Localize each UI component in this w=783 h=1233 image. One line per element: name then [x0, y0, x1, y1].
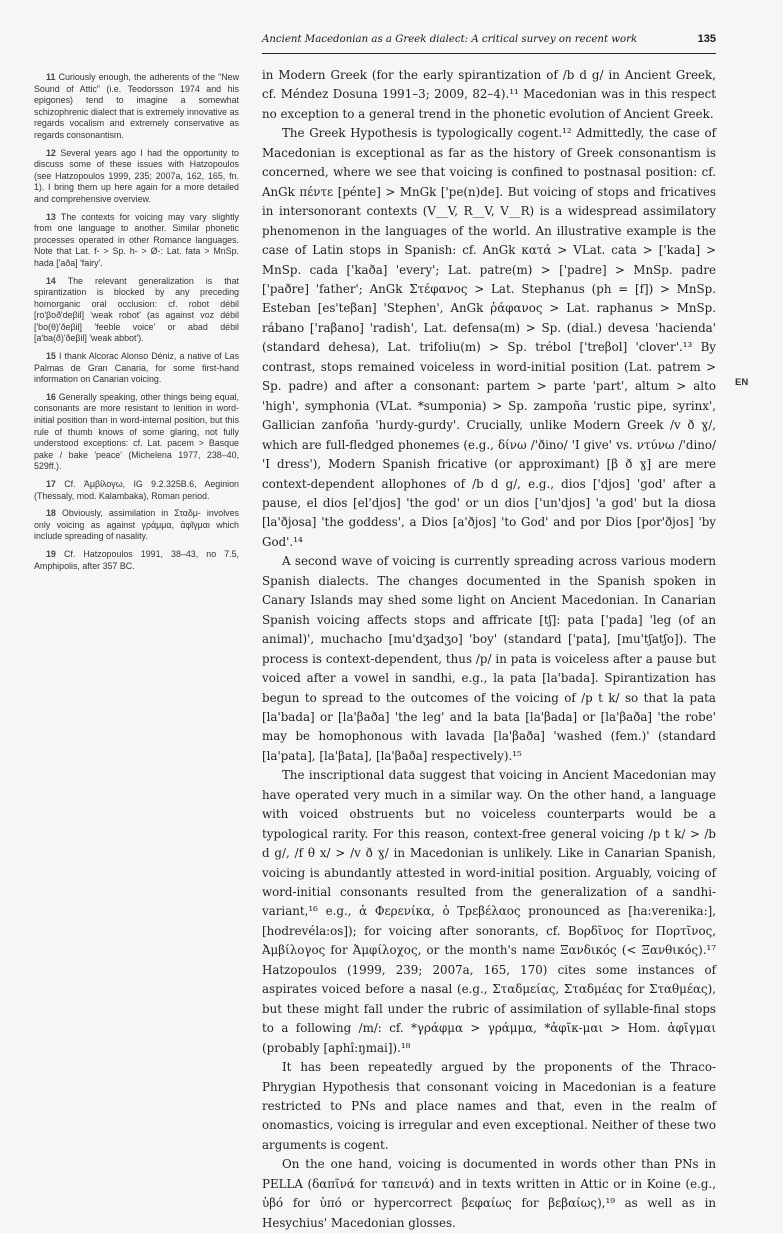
footnote-text: Cf. Hatzopoulos 1991, 38–43, no 7.5, Amphipolis, after 357 BC.	[34, 548, 239, 571]
footnote-number: 14	[46, 275, 56, 286]
footnote	[34, 508, 239, 543]
footnote	[34, 351, 239, 386]
footnote	[34, 148, 239, 206]
footnote-number: 11	[46, 72, 56, 82]
footnote-text: The contexts for voicing may vary slightly from one language to another. Similar phonetic processes operated in other Romance languages. Note that Lat. f- > Sp. h- > Ø-: Lat. fata > MnSp. hada ['aða] 'fairy'.	[34, 211, 239, 268]
footnote	[34, 392, 239, 473]
body-paragraph: The Greek Hypothesis is typologically cogent.¹² Admittedly, the case of Macedonian is exceptional as far as the history of Greek consonantism is concerned, where we see that voicing is confined to postnasal position: cf. AnGk πέντε [pénte] > MnGk ['pe(n)de]. But voicing of stops and fricatives in intersonorant contexts (V__V, R__V, V__R) is a widespread assimilatory phenomenon in the languages of the world. An illustrative example is the case of Latin stops in Spanish: cf. AnGk κατά > VLat. cata > ['kada] > MnSp. cada ['kaða] 'every'; Lat. patre(m) > ['padre] > MnSp. padre ['paðre] 'father'; AnGk Στέφανος > Lat. Stephanus (ph = [f]) > MnSp. Esteban [es'teβan] 'Stephen', AnGk ῥάφανος > Lat. raphanus > MnSp. rábano ['raβano] 'radish', Lat. defensa(m) > Sp. (dial.) devesa 'hacienda' (standard dehesa), Lat. trifoliu(m) > Sp. trébol ['treβol] 'clover'.¹³ By contrast, stops remained voiceless in word-initial position (Lat. patrem > Sp. padre) and after a consonant: partem > parte 'part', altum > alto 'high', symphonia (VLat. *sumponia) > Sp. zampoña 'rustic pipe, syrinx', Gallician zanfoña 'hurdy-gurdy'. Crucially, unlike Modern Greek /v ð ɣ/, which are full-fledged phonemes (e.g., δίνω /'ðino/ 'I give' vs. ντύνω /'dino/ 'I dress'), Modern Spanish fricative (or approximant) [β ð ɣ] are mere context-dependent allophones of /b d g/, e.g., dios ['djos] 'god' after a pause, el dios [el'djos] 'the god' or un dios ['un'djos] 'a god' but la diosa [la'ðjosa] 'the goddess', a Dios [a'ðjos] 'to God' and por Dios [por'ðjos] 'by God'.¹⁴	[262, 126, 716, 549]
body-paragraph: On the one hand, voicing is documented in words other than PNs in PELLA (δαπῖνά for ταπεινά) and in texts written in Attic or in Koine (e.g., ὑβό for ὑπό or hypercorrect βεφαίως for βεβαίως),¹⁹ as well as in Hesychius' Macedonian glosses.	[262, 1157, 716, 1230]
footnote-text: Cf. Ἀμβίλογω, IG 9.2.325B.6, Aeginion (Thessaly, mod. Kalambaka), Roman period.	[34, 479, 239, 501]
footnote-text: Several years ago I had the opportunity to discuss some of these issues with Hatzopoulos (see Hatzopoulos 1999, 235; 2007a, 162, 165, fn. 1). I bring them up here again for a more detailed and comprehensive overview.	[34, 147, 239, 204]
footnote-text: Obviously, assimilation in Σταδμ- involves only voicing as against γράμμα, ἀφῖγμαι which include spreading of nasality.	[34, 508, 239, 542]
footnote-number: 19	[46, 548, 56, 559]
footnote	[34, 479, 239, 502]
main-text	[262, 66, 716, 1233]
footnote-number: 13	[46, 211, 56, 222]
footnote-number: 17	[46, 479, 56, 489]
footnote	[34, 212, 239, 270]
footnotes-column	[34, 72, 239, 578]
language-badge: EN	[735, 377, 749, 388]
body-paragraph: in Modern Greek (for the early spirantization of /b d g/ in Ancient Greek, cf. Méndez Dosuna 1991–3; 2009, 82–4).¹¹ Macedonian was in this respect no exception to a general trend in the phonetic evolution of Ancient Greek.	[262, 68, 716, 121]
body-paragraph: A second wave of voicing is currently spreading across various modern Spanish dialects. The changes documented in the Spanish spoken in Canary Islands may shed some light on Ancient Macedonian. In Canarian Spanish voicing affects stops and affricate [tʃ]: pata ['pada] 'leg (of an animal)', muchacho [mu'dʒadʒo] 'boy' (standard ['pata], [mu'tʃatʃo]). The process is context-dependent, thus /p/ in pata is voiceless after a pause but voiced after a vowel in sandhi, e.g., la pata [la'bada]. Spirantization has begun to spread to the outcomes of the voicing of /p t k/ so that la pata [la'bada] or [la'βaða] 'the leg' and la bata [la'βada] or [la'βaða] 'the robe' may be homophonous with lavada [la'βaða] 'washed (fem.)' (standard [la'pata], [la'βata], [la'βaða] respectively).¹⁵	[262, 554, 716, 763]
header-rule	[262, 53, 716, 54]
footnote	[34, 72, 239, 142]
footnote-number: 16	[46, 391, 56, 402]
running-title: Ancient Macedonian as a Greek dialect: A critical survey on recent work	[262, 34, 638, 45]
running-header	[262, 33, 716, 45]
footnote-number: 15	[46, 351, 56, 362]
body-paragraph: The inscriptional data suggest that voicing in Ancient Macedonian may have operated very much in a similar way. On the other hand, a language with voiced obstruents but no voiceless counterparts would be a typological rarity. For this reason, context-free general voicing /p t k/ > /b d g/, /f θ x/ > /v ð ɣ/ in Macedonian is unlikely. Like in Canarian Spanish, voicing is abundantly attested in word-initial position. Arguably, voicing of word-initial consonants resulted from the generalization of a sandhi-variant,¹⁶ e.g., ἁ Φερενίκα, ὁ Τρεβέλαος pronounced as [ha:verenika:], [hodrevéla:os]); for voicing after sonorants, cf. Βορδῖνος for Πορτῖνος, Ἀμβίλογος for Ἀμφίλοχος, or the month's name Ξανδικός (< Ξανθικός).¹⁷ Hatzopoulos (1999, 239; 2007a, 165, 170) cites some instances of aspirates voiced before a nasal (e.g., Σταδμείας, Σταδμέας for Σταθμέας), but these might fall under the rubric of assimilation of syllable-final stops to a following /m/: cf. *γράφμα > γράμμα, *ἀφῖκ-μαι > Hom. ἀφῖγμαι (probably [aphî:ŋmai]).¹⁸	[262, 768, 716, 1055]
footnote-text: Generally speaking, other things being equal, consonants are more resistant to lenition in word-initial position than in word-internal position, but this rule of thumb knows of some glaring, not fully understood exceptions: cf. Lat. pacem > Basque pake / bake 'peace' (Michelena 1977, 238–40, 529ff.).	[34, 391, 239, 472]
footnote-text: I thank Alcorac Alonso Déniz, a native of Las Palmas de Gran Canaria, for some first-hand information on Canarian voicing.	[34, 351, 240, 385]
footnote	[34, 276, 239, 346]
footnote-number: 12	[46, 147, 56, 158]
footnote-text: Curiously enough, the adherents of the “New Sound of Attic” (i.e. Teodorsson 1974 and his epigones) tend to imagine a somewhat schizophrenic dialect that is extremely innovative as regards vocalism and extremely conservative as regards consonantism.	[34, 72, 239, 140]
body-paragraph: It has been repeatedly argued by the proponents of the Thraco-Phrygian Hypothesis that consonant voicing in Macedonian is a feature restricted to PNs and place names and that, even in the realm of onomastics, voicing is irregular and even exceptional. Neither of these two arguments is cogent.	[262, 1060, 716, 1152]
footnote	[34, 549, 239, 572]
footnote-text: The relevant generalization is that spirantization is blocked by any preceding homorganic oral occlusion: cf. robot débil [ro'βoð'deβil] 'weak robot' (as against voz débil ['bo(θ)'ðeβil] 'feeble voice' or abad débil [a'ba(ð)'ðeβil] 'weak abbot').	[34, 275, 239, 344]
footnote-number: 18	[46, 508, 56, 519]
page-number: 135	[697, 33, 716, 45]
